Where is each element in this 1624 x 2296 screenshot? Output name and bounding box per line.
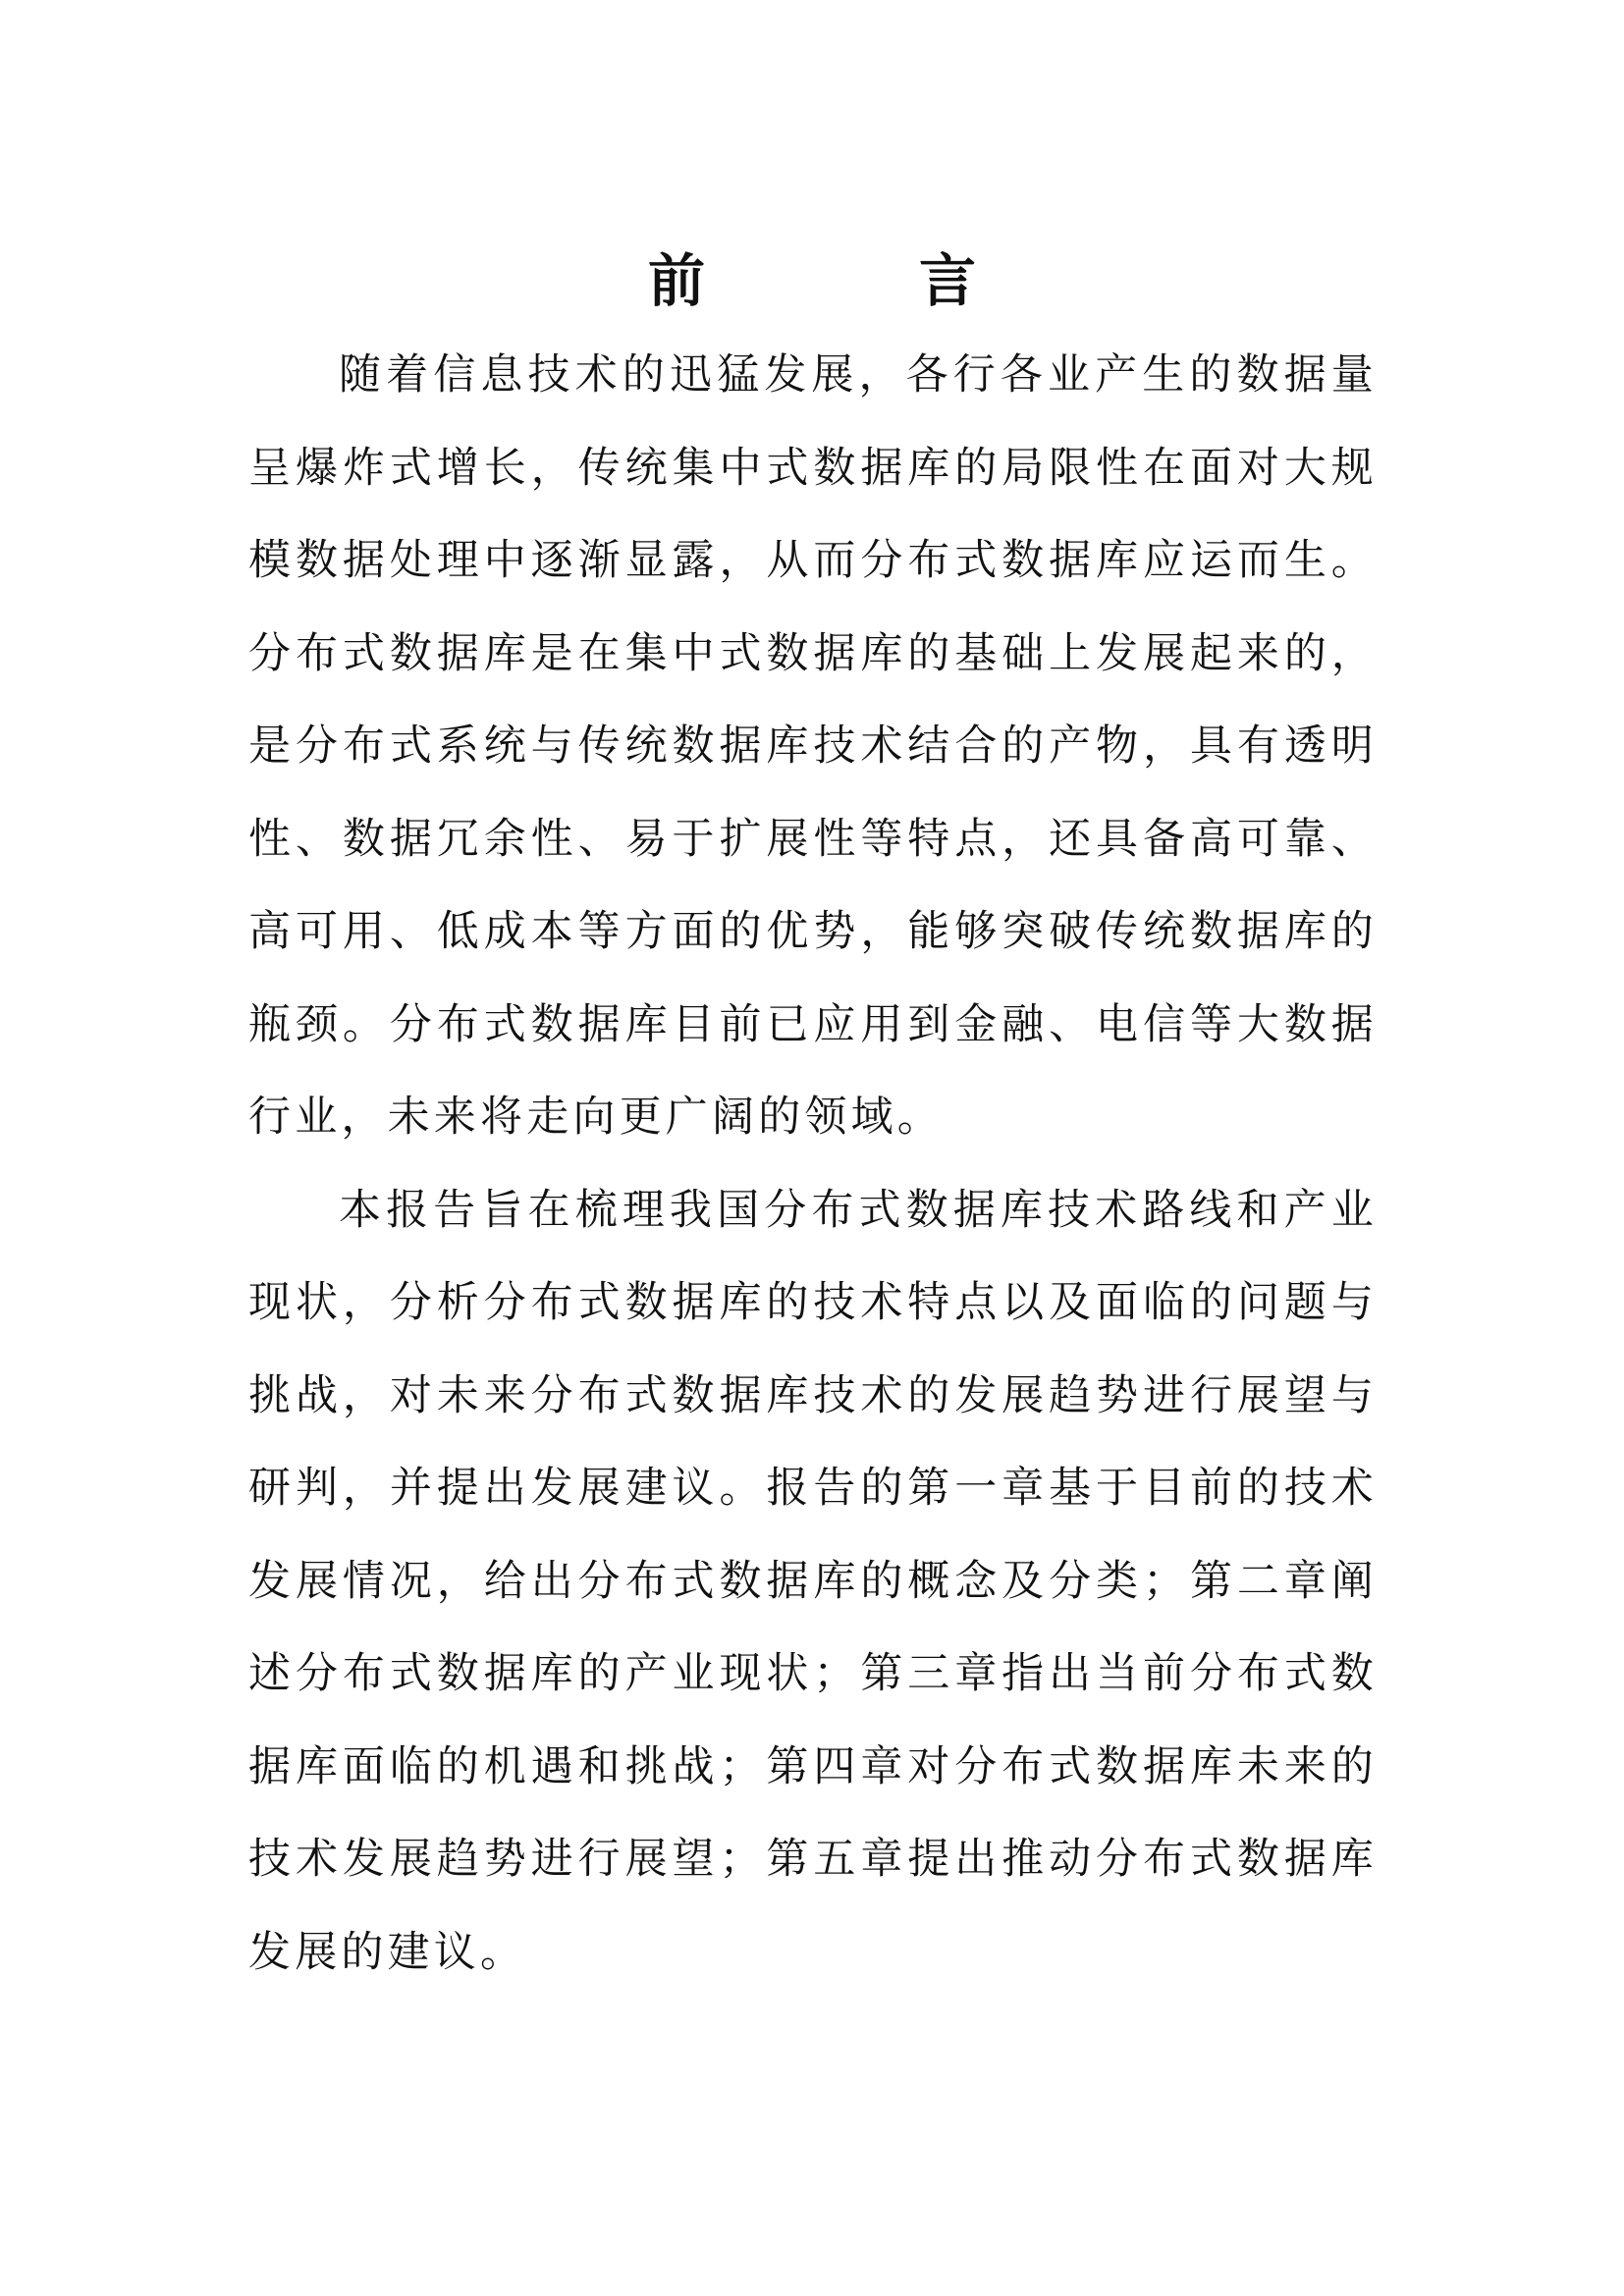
page-title: 前 言: [647, 246, 1055, 314]
paragraph-2: 本报告旨在梳理我国分布式数据库技术路线和产业现状，分析分布式数据库的技术特点以及面临的问题与挑战，对未来分布式数据库技术的发展趋势进行展望与研判，并提出发展建议。报告的第一章基于目前的技术发展情况，给出分布式数据库的概念及分类；第二章阐述分布式数据库的产业现状；第三章指出当前分布式数据库面临的机遇和挑战；第四章对分布式数据库未来的技术发展趋势进行展望；第五章提出推动分布式数据库发展的建议。: [248, 1185, 1378, 1977]
paragraph-1: 随着信息技术的迅猛发展，各行各业产生的数据量呈爆炸式增长，传统集中式数据库的局限性在面对大规模数据处理中逐渐显露，从而分布式数据库应运而生。分布式数据库是在集中式数据库的基础上发展起来的，是分布式系统与传统数据库技术结合的产物，具有透明性、数据冗余性、易于扩展性等特点，还具备高可靠、高可用、低成本等方面的优势，能够突破传统数据库的瓶颈。分布式数据库目前已应用到金融、电信等大数据行业，未来将走向更广阔的领域。: [248, 350, 1378, 1142]
body-text: [248, 329, 1378, 1999]
